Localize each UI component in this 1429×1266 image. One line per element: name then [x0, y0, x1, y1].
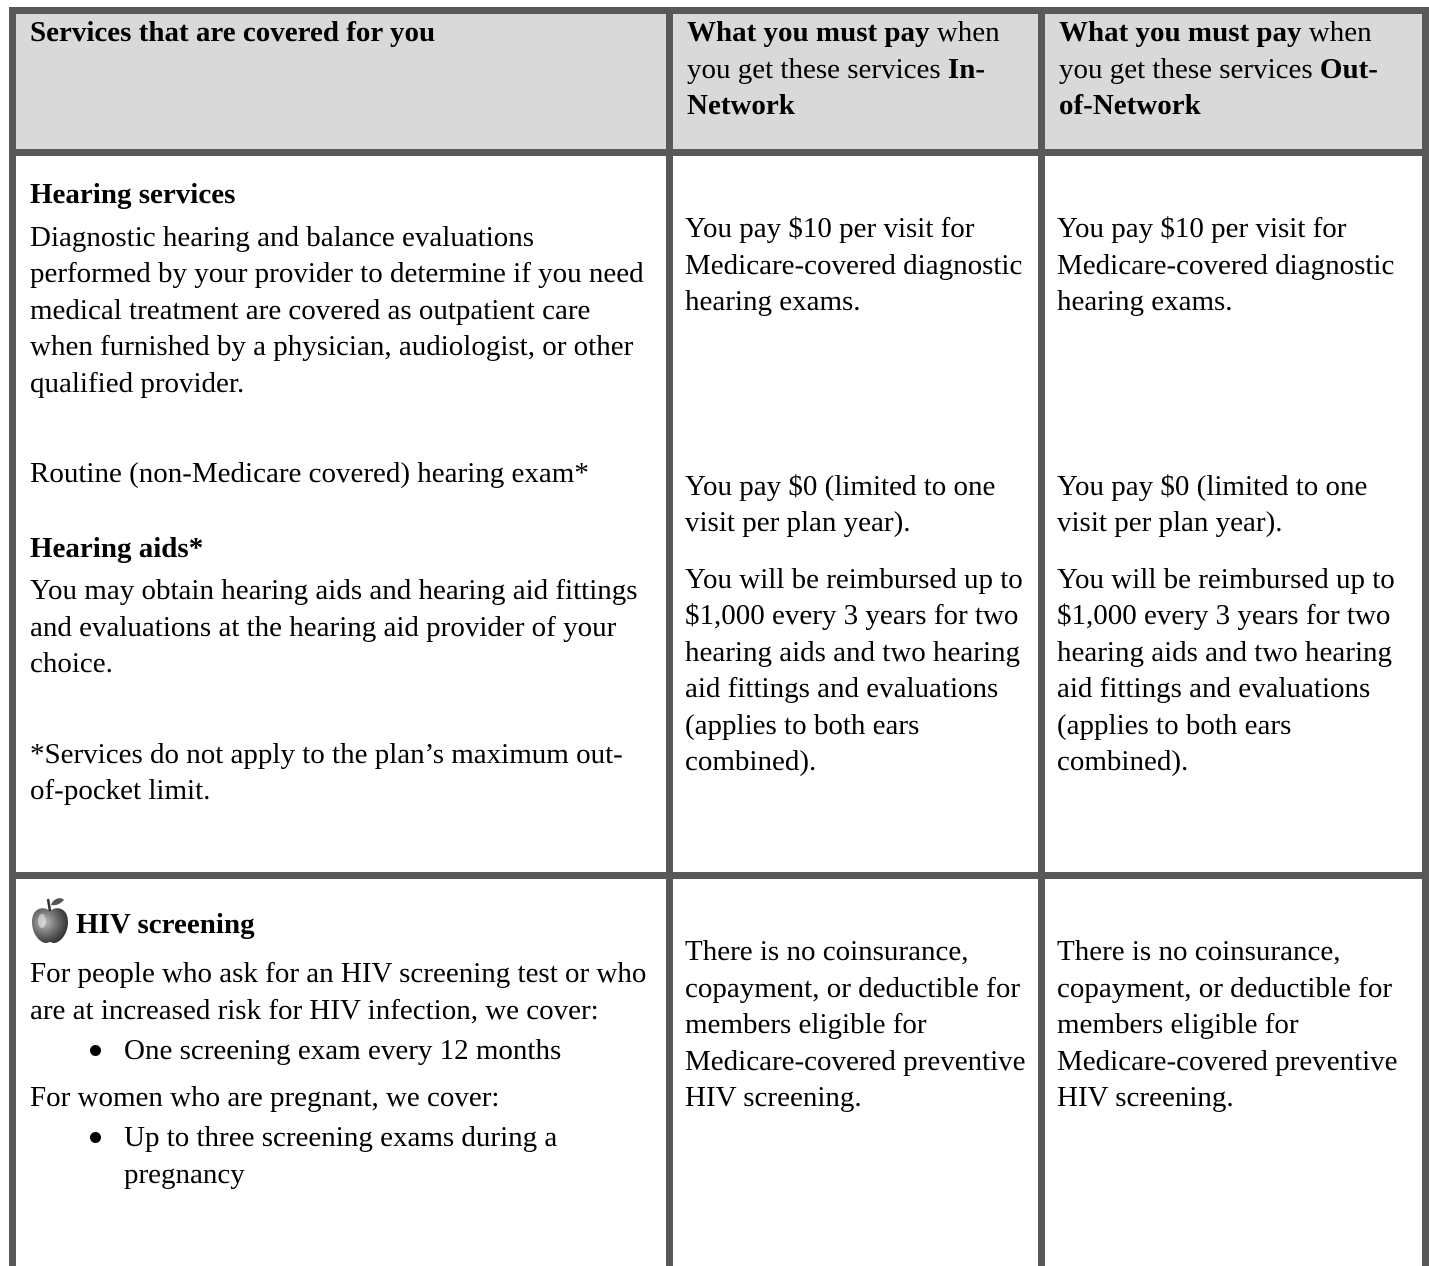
bullet-icon	[90, 1132, 101, 1143]
out-network-aids-cost: You will be reimbursed up to $1,000 every 3 years for two hearing aids and two hearing aid fittings and evaluations (applies to both ears combined).	[1057, 562, 1395, 777]
out-network-diagnostic-cost: You pay $10 per visit for Medicare-covered diagnostic hearing exams.	[1057, 212, 1395, 317]
list-item: Up to three screening exams during a pregnancy	[30, 1119, 652, 1192]
hiv-in-network-cost: There is no coinsurance, copayment, or deductible for members eligible for Medicare-covered preventive HIV screening.	[685, 935, 1026, 1113]
hiv-intro: For people who ask for an HIV screening test or who are at increased risk for HIV infection, we cover:	[30, 957, 647, 1026]
in-network-diagnostic-cost: You pay $10 per visit for Medicare-covered diagnostic hearing exams.	[685, 212, 1023, 317]
benefits-table	[9, 7, 1429, 1266]
hearing-out-network-cell	[1042, 153, 1426, 876]
hearing-aids-title: Hearing aids*	[30, 531, 204, 564]
routine-hearing-exam: Routine (non-Medicare covered) hearing exam*	[30, 457, 589, 489]
hiv-services-cell	[13, 876, 670, 1266]
hiv-bullet-list-2	[30, 1119, 652, 1192]
list-item: One screening exam every 12 months	[30, 1032, 652, 1069]
hiv-screening-title: HIV screening	[76, 907, 255, 940]
hiv-pregnant-intro: For women who are pregnant, we cover:	[30, 1080, 500, 1113]
in-network-aids-cost: You will be reimbursed up to $1,000 every 3 years for two hearing aids and two hearing aid fittings and evaluations (applies to both ears combined).	[685, 562, 1023, 777]
bullet-icon	[90, 1045, 101, 1056]
apple-icon	[30, 895, 70, 945]
hearing-description: Diagnostic hearing and balance evaluations performed by your provider to determine if you need medical treatment are covered as outpatient care when furnished by a physician, audiologist, or other qualified provider.	[30, 220, 644, 399]
header-out-of-network: What you must pay when you get these services Out-of-Network	[1042, 11, 1426, 153]
table-row-hiv	[13, 876, 1426, 1266]
hiv-out-network-cost: There is no coinsurance, copayment, or deductible for members eligible for Medicare-covered preventive HIV screening.	[1057, 935, 1398, 1113]
in-network-routine-cost: You pay $0 (limited to one visit per plan year).	[685, 469, 996, 538]
table-header-row	[13, 11, 1426, 153]
hiv-out-network-cell	[1042, 876, 1426, 1266]
hearing-services-title: Hearing services	[30, 178, 236, 210]
header-services: Services that are covered for you	[13, 11, 670, 153]
hearing-footnote: *Services do not apply to the plan’s maximum out- of-pocket limit.	[30, 737, 623, 806]
out-network-routine-cost: You pay $0 (limited to one visit per plan year).	[1057, 469, 1368, 538]
hearing-in-network-cell	[670, 153, 1042, 876]
hiv-bullet-list-1	[30, 1032, 652, 1069]
hearing-aids-description: You may obtain hearing aids and hearing aid fittings and evaluations at the hearing aid provider of your choice.	[30, 574, 638, 679]
header-in-network: What you must pay when you get these services In-Network	[670, 11, 1042, 153]
hearing-services-cell	[13, 153, 670, 876]
hiv-in-network-cell	[670, 876, 1042, 1266]
table-row-hearing	[13, 153, 1426, 876]
